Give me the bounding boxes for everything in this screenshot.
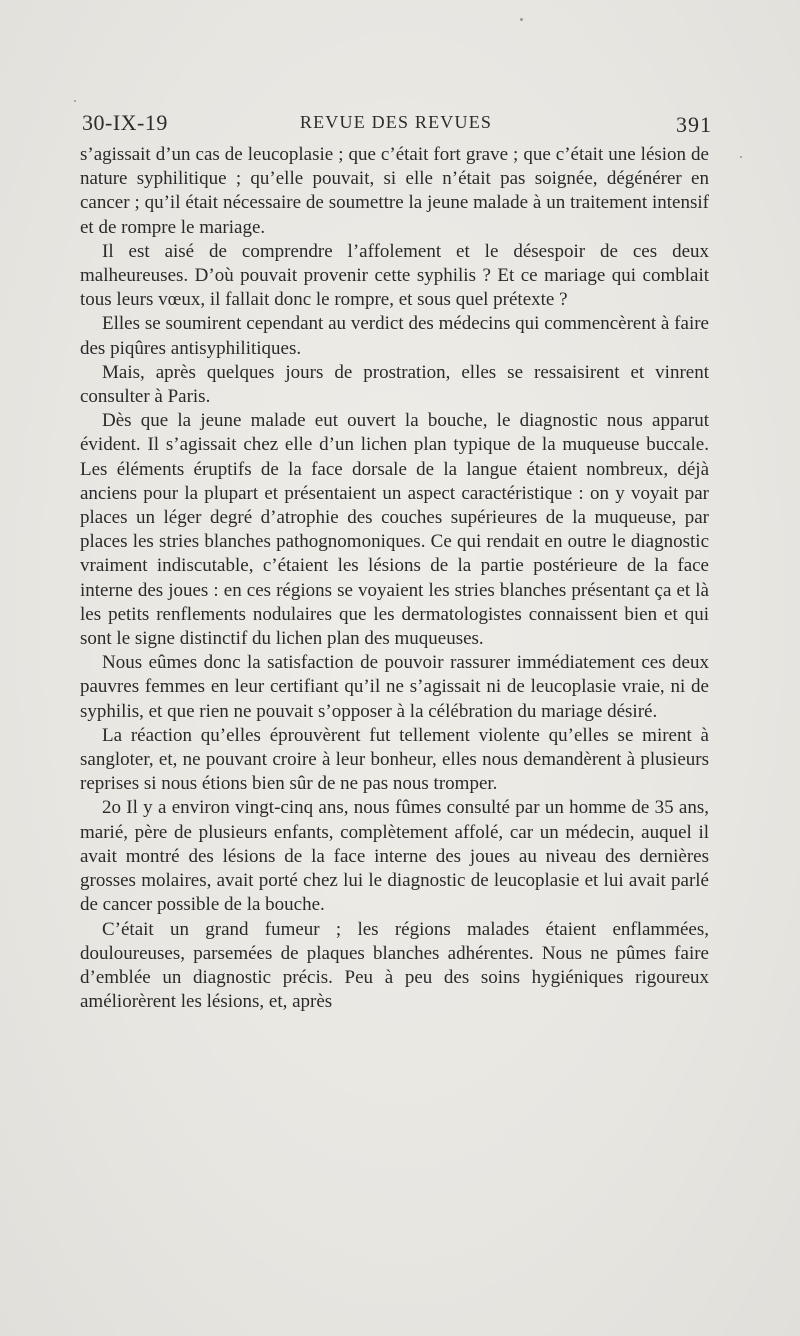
paragraph-continued: s’agissait d’un cas de leucoplasie ; que c’était fort grave ; que c’était une lésion de nature syphilitique ; qu’elle pouvait, si elle n’était pas soignée, dégénérer en cancer ; qu’il était nécessaire de soumettre la jeune malade à un traitement intensif et de rompre le mariage. xyxy=(80,144,709,238)
paper-speck xyxy=(520,18,523,21)
paragraph: C’était un grand fumeur ; les régions malades étaient enflammées, douloureuses, parsemées de plaques blanches adhérentes. Nous ne pûmes faire d’emblée un diagnostic précis. Peu à peu des soins hygiéniques rigoureux améliorèrent les lésions, et, après xyxy=(80,918,709,1013)
page-number: 391 xyxy=(676,112,712,137)
header-journal-title: REVUE DES REVUES xyxy=(299,112,493,132)
body-text xyxy=(80,143,709,1014)
paragraph: Mais, après quelques jours de prostration, elles se ressaisirent et vinrent consulter à Paris. xyxy=(80,361,709,408)
paragraph: Elles se soumirent cependant au verdict des médecins qui commencèrent à faire des piqûres antisyphilitiques. xyxy=(80,313,709,359)
header-date: 30-IX-19 xyxy=(82,110,168,135)
paragraph: Nous eûmes donc la satisfaction de pouvoir rassurer immédiatement ces deux pauvres femmes en leur certifiant qu’il ne s’agissait ni de leucoplasie vraie, ni de syphilis, et que rien ne pouvait s’opposer à la célébration du mariage désiré. xyxy=(80,652,709,722)
running-header xyxy=(80,110,712,140)
paragraph: Il est aisé de comprendre l’affolement et le désespoir de ces deux malheureuses. D’où pouvait provenir cette syphilis ? Et ce mariage qui comblait tous leurs vœux, il fallait donc le rompre, et sous quel prétexte ? xyxy=(80,240,709,311)
paper-speck xyxy=(74,100,76,102)
paper-speck xyxy=(740,156,742,158)
paragraph: Dès que la jeune malade eut ouvert la bouche, le diagnostic nous apparut évident. Il s’agissait chez elle d’un lichen plan typique de la muqueuse buccale. Les éléments éruptifs de la face dorsale de la langue étaient nombreux, déjà anciens pour la plupart et présentaient un aspect caractéristique : on y voyait par places un léger degré d’atrophie des couches supérieures de la muqueuse, par places les stries blanches pathognomoniques. Ce qui rendait en outre le diagnostic vraiment indiscutable, c’étaient les lésions de la partie postérieure de la face interne des joues : en ces régions se voyaient les stries blanches présentant ça et là les petits renflements nodulaires que les dermatologistes connaissent bien et qui sont le signe distinctif du lichen plan des muqueuses. xyxy=(80,410,709,650)
paragraph-case-2: 2o Il y a environ vingt-cinq ans, nous fûmes consulté par un homme de 35 ans, marié, père de plusieurs enfants, complètement affolé, car un médecin, auquel il avait montré des lésions de la face interne des joues au niveau des dernières grosses molaires, avait porté chez lui le diagnostic de leucoplasie et lui avait parlé de cancer possible de la bouche. xyxy=(80,797,709,916)
paragraph: La réaction qu’elles éprouvèrent fut tellement violente qu’elles se mirent à sangloter, et, ne pouvant croire à leur bonheur, elles nous demandèrent à plusieurs reprises si nous étions bien sûr de ne pas nous tromper. xyxy=(80,724,709,795)
